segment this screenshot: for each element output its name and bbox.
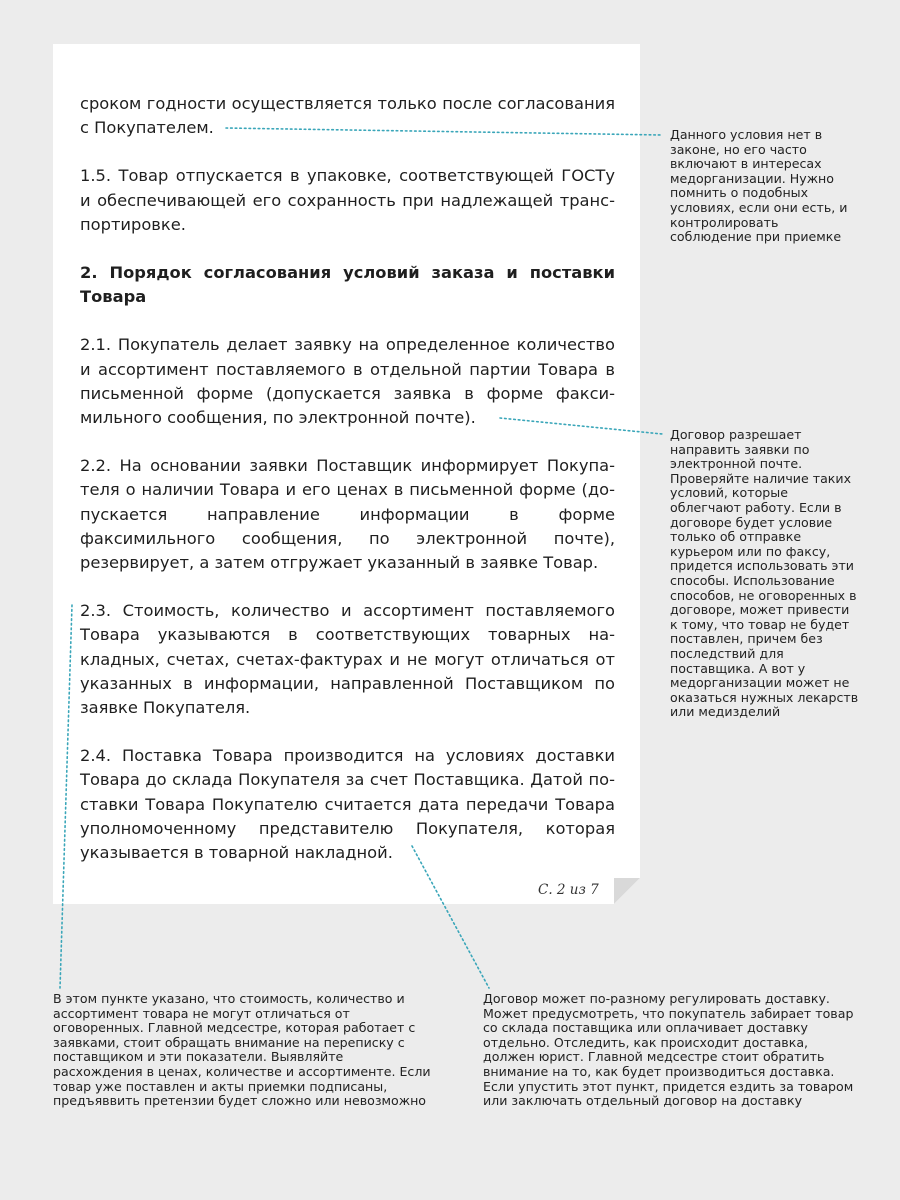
annotation-bottom-right: Договор может по-разному регулировать доставку. Может предусмотреть, что покупатель забирает товар со склада поставщика или оплачивает доставку отдельно. Отследить, как происходит доставка, должен юрист. Главной медсестре стоит обратить внимание на то, как будет производиться доставка. Если упустить этот пункт, придется ездить за товаром или заключать отдельный договор на доставку	[483, 991, 854, 1109]
annotation-bottom-left: В этом пункте указано, что стоимость, количество и ассортимент товара не могут отличаться от оговоренных. Главной медсестре, которая работает с заявками, стоит обращать внимание на переписку с поставщиком и эти показатели. Выявляйте расхождения в ценах, количестве и ассортименте. Если товар уже поставлен и акты приемки подписаны, предъяввить претензии будет сложно или невозможно	[53, 991, 431, 1109]
section-2-heading: 2. Порядок согласования условий заказа и поставки Товара	[80, 263, 615, 307]
paragraph-2-1: 2.1. Покупатель делает заявку на определенное количество и ассортимент поставляемого в отдельной партии Товара в письменной форме (допускается заявка в форме факсимильного сообщения, по электронной почте).	[80, 335, 615, 428]
annotation-right-1: Данного условия нет в законе, но его часто включают в интересах медорганизации. Нужно помнить о подобных условиях, если они есть, и контролировать соблюдение при приемке	[670, 127, 848, 245]
annotation-right-2: Договор разрешает направить заявки по электронной почте. Проверяйте наличие таких условий, которые облегчают работу. Если в договоре будет условие только об отправке курьером или по факсу, придется использовать эти способы. Использование способов, не оговоренных в договоре, может привести к тому, что товар не будет поставлен, причем без последствий для поставщика. А вот у медорганизации может не оказаться нужных лекарств или медизделий	[670, 427, 859, 720]
paragraph-1-5: 1.5. Товар отпускается в упаковке, соответствующей ГОСТу и обеспечивающей его сохранность при надлежащей транспортировке.	[80, 166, 615, 234]
paragraph-1-4-end: сроком годности осуществляется только после согласования с Покупателем.	[80, 94, 615, 138]
leader-line-3	[60, 605, 72, 988]
paragraph-2-4: 2.4. Поставка Товара производится на условиях доставки Товара до склада Покупателя за счет Поставщика. Датой поставки Товара Покупателю считается дата передачи Товара уполномоченному представителю Покупателя, которая указывается в товарной накладной.	[80, 746, 615, 863]
page-number: С. 2 из 7	[538, 882, 599, 898]
leader-line-4	[412, 846, 489, 988]
paragraph-2-2: 2.2. На основании заявки Поставщик информирует Покупателя о наличии Товара и его ценах в письменной форме (допускается направление информации в форме факсимильного сообщения, по электронной почте), резервирует, а затем отгружает указанный в заявке Товар.	[80, 456, 615, 573]
leader-line-2	[500, 418, 662, 434]
paragraph-2-3: 2.3. Стоимость, количество и ассортимент поставляемого Товара указываются в соответствующих товарных накладных, счетах, счетах-фактурах и не могут отличаться от указанных в информации, направленной Поставщиком по заявке Покупателя.	[80, 601, 615, 718]
leader-line-1	[226, 128, 662, 135]
